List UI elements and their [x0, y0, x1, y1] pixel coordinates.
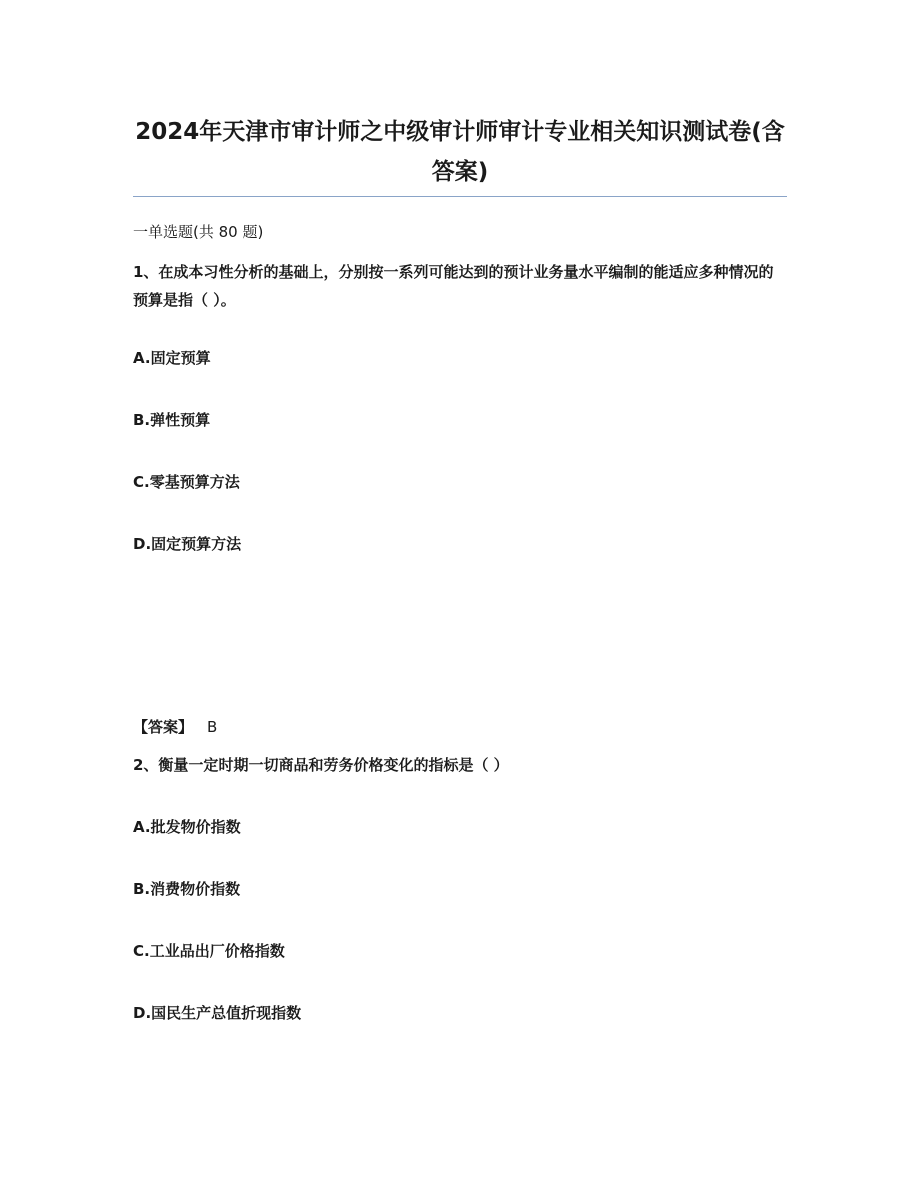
- answer-label: 【答案】: [133, 718, 194, 736]
- answer-value: B: [207, 718, 218, 736]
- question-1-answer: [133, 713, 217, 741]
- question-1-option-b: B.弹性预算: [133, 411, 211, 429]
- question-1-option-c: C.零基预算方法: [133, 473, 240, 491]
- question-2-stem: 2、衡量一定时期一切商品和劳务价格变化的指标是（ ）: [133, 756, 509, 774]
- question-2-option-c: C.工业品出厂价格指数: [133, 942, 285, 960]
- section-header: 一单选题(共 80 题): [133, 223, 264, 241]
- question-2-option-d: D.国民生产总值折现指数: [133, 1004, 302, 1022]
- title-divider: [133, 196, 787, 197]
- question-2-option-b: B.消费物价指数: [133, 880, 241, 898]
- document-title: 2024年天津市审计师之中级审计师审计专业相关知识测试卷(含答案): [135, 119, 785, 185]
- question-2-option-a: A.批发物价指数: [133, 818, 241, 836]
- question-1-option-d: D.固定预算方法: [133, 535, 242, 553]
- question-1-stem: 1、在成本习性分析的基础上，分别按一系列可能达到的预计业务量水平编制的能适应多种情况的预算是指（ ）。: [133, 263, 774, 309]
- question-1-option-a: A.固定预算: [133, 349, 211, 367]
